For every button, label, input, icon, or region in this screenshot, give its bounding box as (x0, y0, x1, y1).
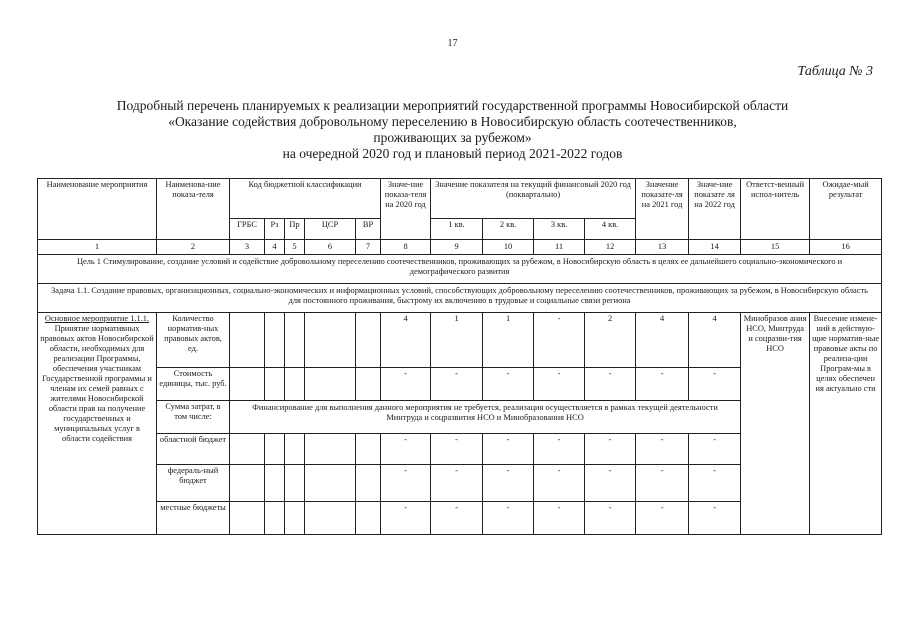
value-cell: - (483, 434, 534, 465)
budget-code-cell (305, 313, 356, 368)
value-cell: 1 (431, 313, 483, 368)
column-number: 10 (483, 240, 534, 255)
budget-code-cell (356, 465, 381, 502)
value-cell: - (636, 434, 689, 465)
document-title (40, 98, 865, 162)
value-cell: - (585, 368, 636, 401)
header-row-1 (38, 179, 882, 219)
page-number: 17 (447, 38, 458, 49)
value-cell: - (483, 465, 534, 502)
task-text: Задача 1.1. Создание правовых, организационных, социально-экономических и информационных условий, способствующих добровольному переселению соотечественников, проживающих за рубежом, в Новосибирскую область для постоянного проживания, быстрому их включению в трудовые и социальные связи региона (38, 284, 882, 313)
budget-code-cell (285, 434, 305, 465)
value-cell: - (431, 502, 483, 535)
indicator-cell: местные бюджеты (157, 502, 230, 535)
value-cell: - (585, 465, 636, 502)
column-number: 14 (689, 240, 741, 255)
financing-note: Финансирование для выполнения данного мероприятия не требуется, реализация осуществляется в рамках текущей деятельности Минтруда и соцразвития НСО и Минобразования НСО (230, 401, 741, 434)
header-indicator-name: Наименова-ние показа-теля (157, 179, 230, 240)
value-cell: - (689, 434, 741, 465)
activity-description: Принятие нормативных правовых актов Новосибирской области, необходимых для реализации Программы, обеспечения участникам Государственной программы и членам их семей равных с жителями Новосибирской области прав на получение государственных и муниципальных услуг в области содействия (40, 324, 154, 443)
column-number: 13 (636, 240, 689, 255)
budget-code-cell (305, 465, 356, 502)
budget-code-cell (230, 434, 265, 465)
value-cell: - (381, 434, 431, 465)
value-cell: - (381, 465, 431, 502)
table-label: Таблица № 3 (797, 64, 873, 79)
value-cell: - (483, 368, 534, 401)
header-value-2021: Значение показате-ля на 2021 год (636, 179, 689, 240)
value-cell: - (585, 502, 636, 535)
value-cell: - (431, 465, 483, 502)
value-cell: 4 (381, 313, 431, 368)
column-number: 16 (810, 240, 882, 255)
header-budget-code: Код бюджетной классификации (230, 179, 381, 219)
expected-result: Внесение измене-ний в действую-щие норматив-ные правовые акты по реализа-ции Програм-мы в целях обеспечен ия актуально сти (810, 313, 882, 535)
value-cell: - (431, 368, 483, 401)
column-number: 11 (534, 240, 585, 255)
value-cell: 1 (483, 313, 534, 368)
column-numbers-row (38, 240, 882, 255)
column-number: 7 (356, 240, 381, 255)
header-q3: 3 кв. (534, 219, 585, 240)
budget-code-cell (285, 313, 305, 368)
budget-code-cell (356, 313, 381, 368)
header-activity-name: Наименование мероприятия (38, 179, 157, 240)
header-q1: 1 кв. (431, 219, 483, 240)
budget-code-cell (356, 502, 381, 535)
value-cell: - (689, 465, 741, 502)
budget-code-cell (356, 368, 381, 401)
header-vr: ВР (356, 219, 381, 240)
value-cell: - (636, 502, 689, 535)
activity-name (38, 313, 157, 535)
value-cell: - (534, 465, 585, 502)
header-value-2022: Значе-ние показате ля на 2022 год (689, 179, 741, 240)
budget-code-cell (285, 368, 305, 401)
value-cell: - (534, 368, 585, 401)
budget-code-cell (230, 313, 265, 368)
column-number: 5 (285, 240, 305, 255)
value-cell: 2 (585, 313, 636, 368)
title-line-1: Подробный перечень планируемых к реализации мероприятий государственной программы Новосибирской области (116, 98, 789, 113)
value-cell: - (381, 368, 431, 401)
budget-code-cell (305, 368, 356, 401)
activities-table (37, 178, 882, 535)
header-current-year: Значение показателя на текущий финансовый 2020 год (поквартально) (431, 179, 636, 219)
budget-code-cell (356, 434, 381, 465)
header-responsible: Ответст-венный испол-нитель (741, 179, 810, 240)
budget-code-cell (265, 465, 285, 502)
value-cell: - (431, 434, 483, 465)
column-number: 12 (585, 240, 636, 255)
column-number: 6 (305, 240, 356, 255)
header-grbs: ГРБС (230, 219, 265, 240)
header-q2: 2 кв. (483, 219, 534, 240)
value-cell: - (636, 465, 689, 502)
column-number: 1 (38, 240, 157, 255)
activity-title: Основное мероприятие 1.1.1. (44, 314, 150, 323)
header-q4: 4 кв. (585, 219, 636, 240)
budget-code-cell (305, 434, 356, 465)
indicator-cell: Стоимость единицы, тыс. руб. (157, 368, 230, 401)
value-cell: - (689, 368, 741, 401)
budget-code-cell (265, 313, 285, 368)
budget-code-cell (230, 465, 265, 502)
indicator-cell: областной бюджет (157, 434, 230, 465)
value-cell: - (534, 434, 585, 465)
value-cell: - (636, 368, 689, 401)
value-cell: 4 (689, 313, 741, 368)
value-cell: - (585, 434, 636, 465)
indicator-cell: Количество норматив-ных правовых актов, ед. (157, 313, 230, 368)
budget-code-cell (285, 465, 305, 502)
column-number: 9 (431, 240, 483, 255)
budget-code-cell (265, 434, 285, 465)
column-number: 8 (381, 240, 431, 255)
goal-row (38, 255, 882, 284)
column-number: 15 (741, 240, 810, 255)
column-number: 2 (157, 240, 230, 255)
goal-text: Цель 1 Стимулирование, создание условий и содействие добровольному переселению соотечественников, проживающих за рубежом, в Новосибирскую область в целях ее дальнейшего социально-экономического и демографического развития (38, 255, 882, 284)
column-number: 3 (230, 240, 265, 255)
responsible-executor: Минобразов ания НСО, Минтруда и соцразви-тия НСО (741, 313, 810, 535)
value-cell: - (483, 502, 534, 535)
budget-code-cell (230, 502, 265, 535)
title-line-3: проживающих за рубежом» (373, 130, 532, 145)
value-cell: - (534, 502, 585, 535)
header-expected-result: Ожидае-мый результат (810, 179, 882, 240)
header-rz: Рз (265, 219, 285, 240)
task-row (38, 284, 882, 313)
budget-code-cell (305, 502, 356, 535)
header-csr: ЦСР (305, 219, 356, 240)
value-cell: - (381, 502, 431, 535)
budget-code-cell (265, 502, 285, 535)
indicator-cell: федераль-ный бюджет (157, 465, 230, 502)
budget-code-cell (285, 502, 305, 535)
title-line-2: «Оказание содействия добровольному переселению в Новосибирскую область соотечественников, (168, 114, 737, 129)
header-pr: Пр (285, 219, 305, 240)
table-row (38, 313, 882, 368)
budget-code-cell (230, 368, 265, 401)
column-number: 4 (265, 240, 285, 255)
budget-code-cell (265, 368, 285, 401)
value-cell: 4 (636, 313, 689, 368)
header-value-2020: Значе-ние показа-теля на 2020 год (381, 179, 431, 240)
title-line-4: на очередной 2020 год и плановый период 2021-2022 годов (282, 146, 623, 161)
value-cell: - (689, 502, 741, 535)
indicator-cell: Сумма затрат, в том числе: (157, 401, 230, 434)
value-cell: - (534, 313, 585, 368)
